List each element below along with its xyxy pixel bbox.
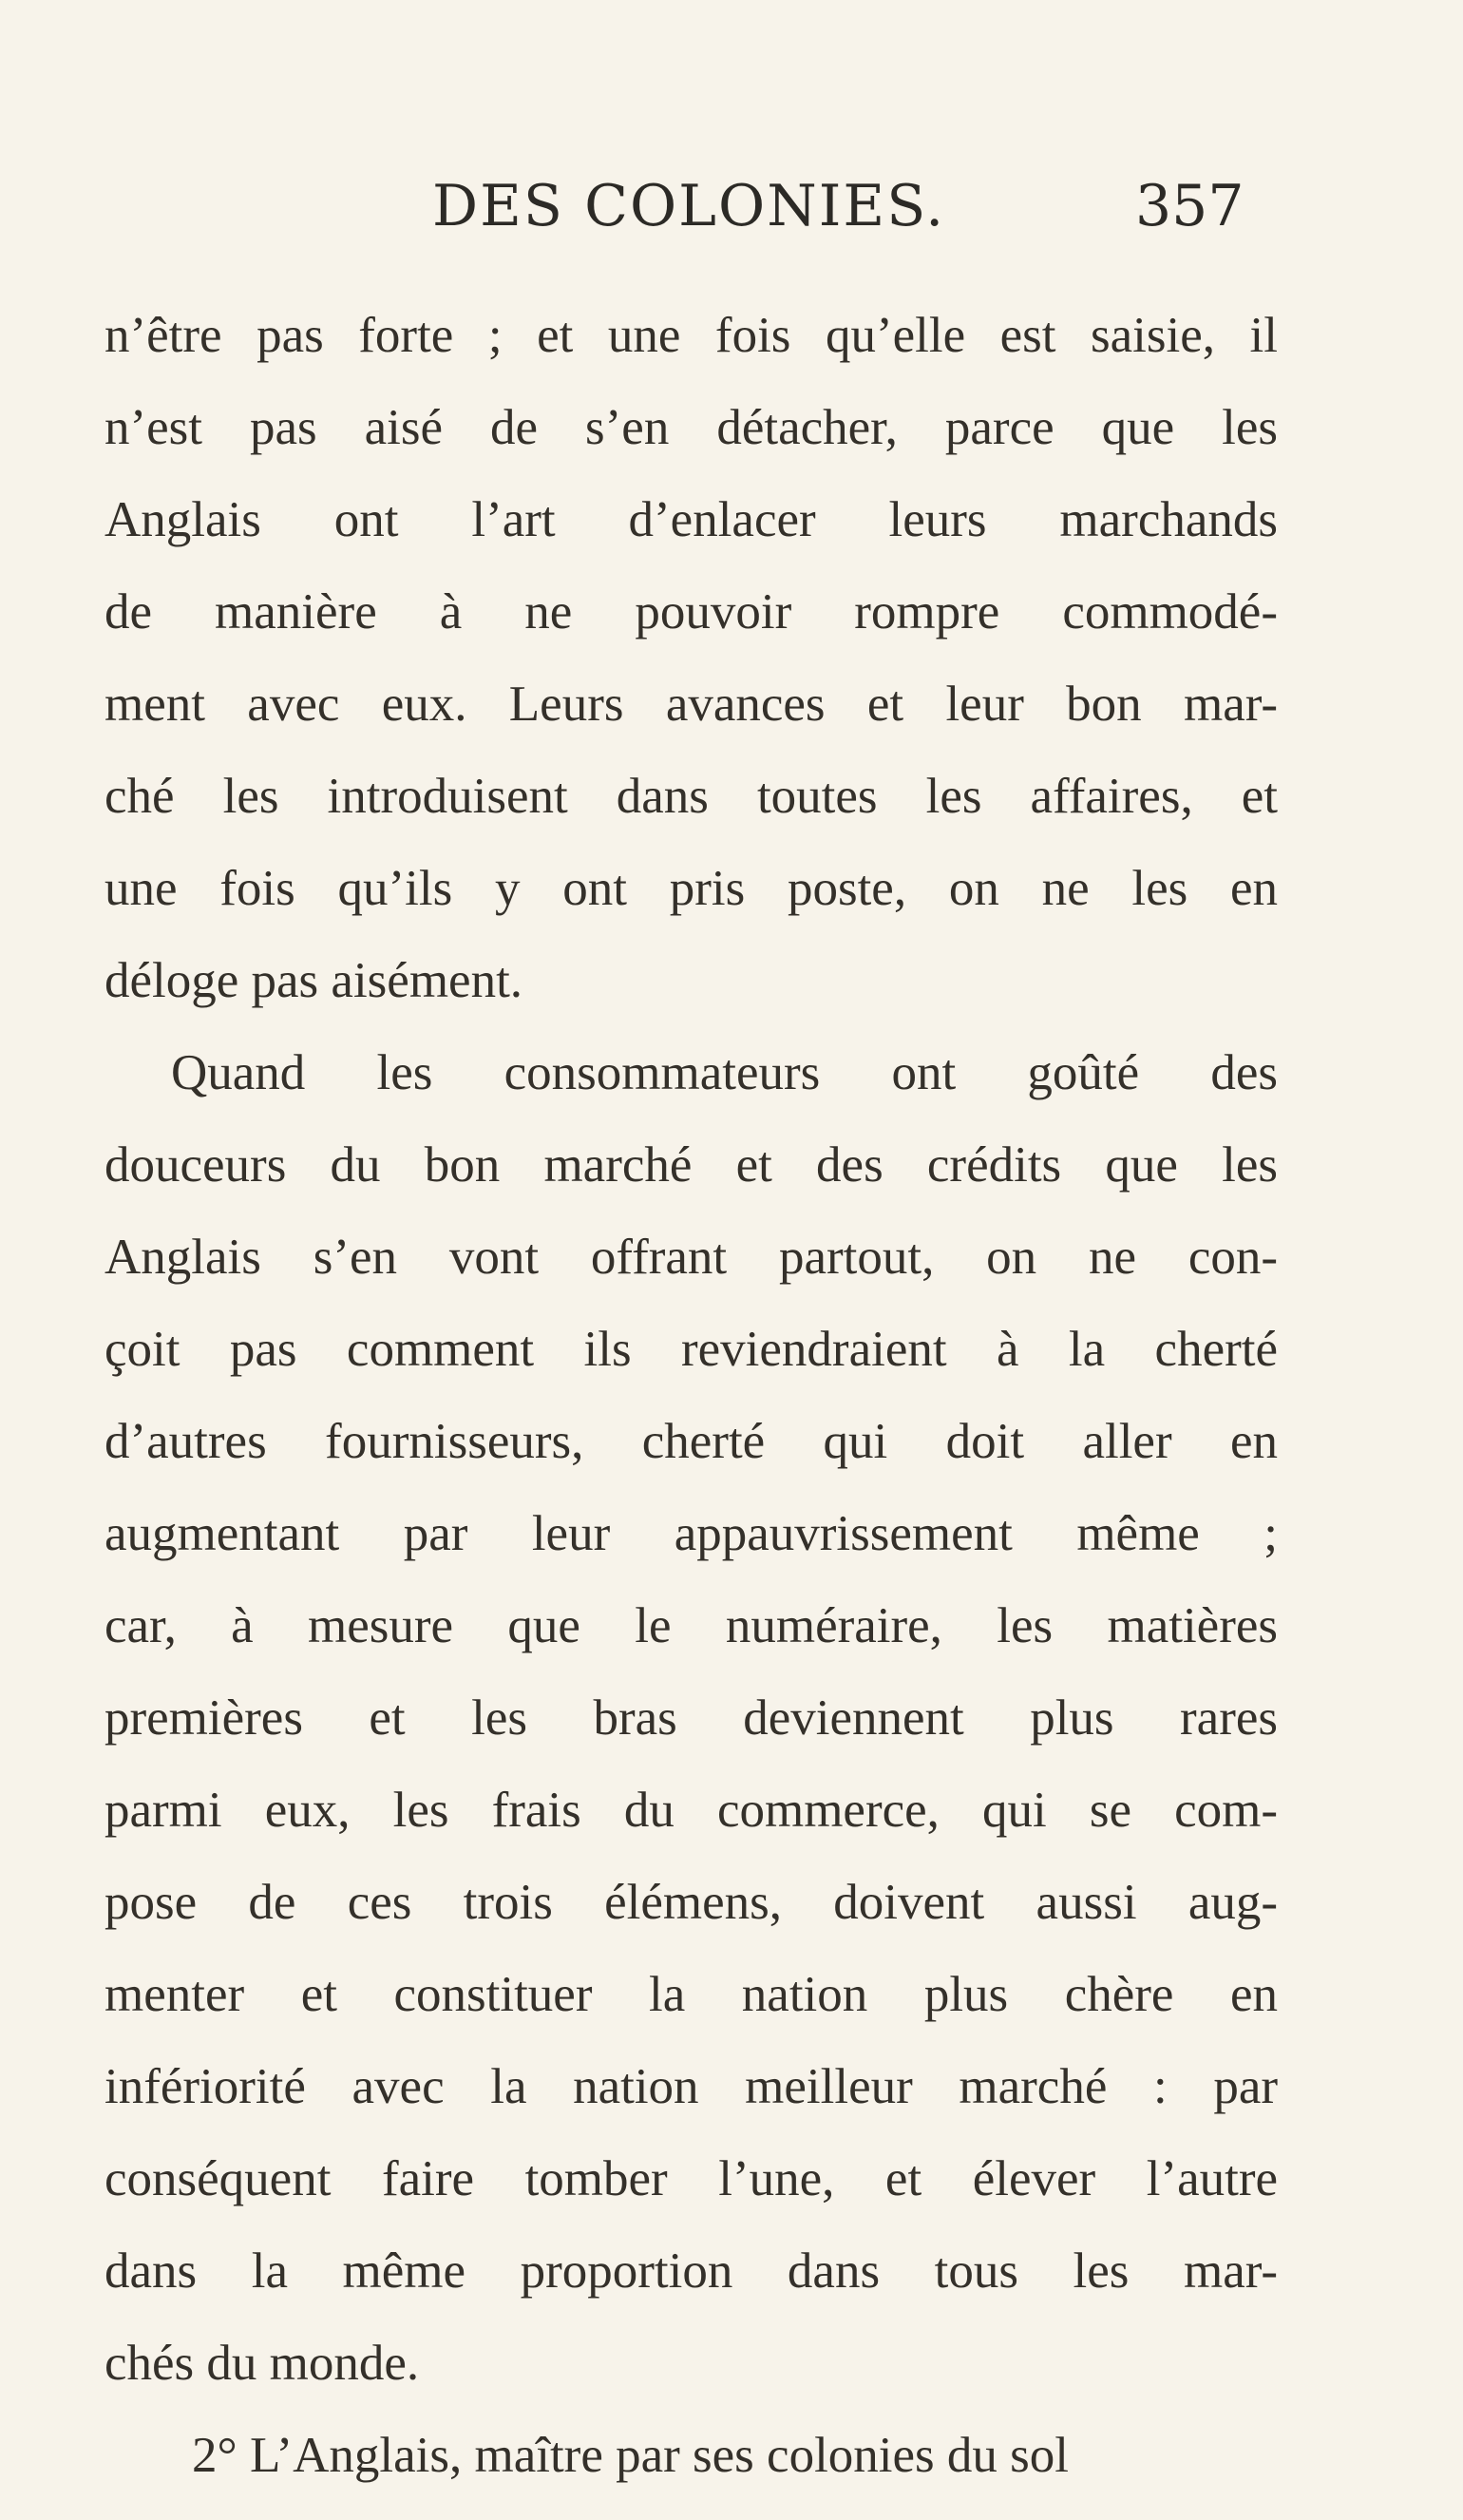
paragraph-start-line: 2° L’Anglais, maître par ses colonies du sol (192, 2428, 1070, 2483)
text-line: conséquent faire tomber l’une, et élever l’autre (104, 2151, 1278, 2206)
text-line: chés du monde. (104, 2336, 420, 2391)
body-text (104, 290, 1278, 2502)
text-line: premières et les bras deviennent plus rares (104, 1690, 1278, 1746)
page-header (0, 173, 1463, 249)
text-line: Anglais s’en vont offrant partout, on ne con- (104, 1230, 1278, 1285)
text-line: n’est pas aisé de s’en détacher, parce que les (104, 400, 1278, 455)
running-title: DES COLONIES. (432, 173, 946, 239)
paragraph-start-line: Quand les consommateurs ont goûté des (171, 1045, 1278, 1100)
text-line: car, à mesure que le numéraire, les matières (104, 1598, 1278, 1653)
text-line: déloge pas aisément. (104, 953, 523, 1008)
text-line: pose de ces trois élémens, doivent aussi aug- (104, 1875, 1278, 1930)
text-line: d’autres fournisseurs, cherté qui doit aller en (104, 1414, 1278, 1469)
text-line: ment avec eux. Leurs avances et leur bon mar- (104, 677, 1278, 732)
text-line: infériorité avec la nation meilleur marché : par (104, 2059, 1278, 2114)
text-line: menter et constituer la nation plus chère en (104, 1967, 1278, 2022)
text-line: une fois qu’ils y ont pris poste, on ne les en (104, 861, 1278, 916)
text-line: de manière à ne pouvoir rompre commodé- (104, 584, 1278, 640)
text-line: dans la même proportion dans tous les mar- (104, 2243, 1278, 2299)
text-line: çoit pas comment ils reviendraient à la cherté (104, 1322, 1278, 1377)
page-number: 357 (1135, 173, 1244, 239)
text-line: augmentant par leur appauvrissement même ; (104, 1506, 1278, 1561)
text-line: parmi eux, les frais du commerce, qui se com- (104, 1783, 1278, 1838)
text-line: douceurs du bon marché et des crédits que les (104, 1137, 1278, 1193)
text-line: n’être pas forte ; et une fois qu’elle est saisie, il (104, 308, 1278, 363)
text-line: ché les introduisent dans toutes les affaires, et (104, 769, 1278, 824)
text-line: Anglais ont l’art d’enlacer leurs marchands (104, 492, 1278, 547)
